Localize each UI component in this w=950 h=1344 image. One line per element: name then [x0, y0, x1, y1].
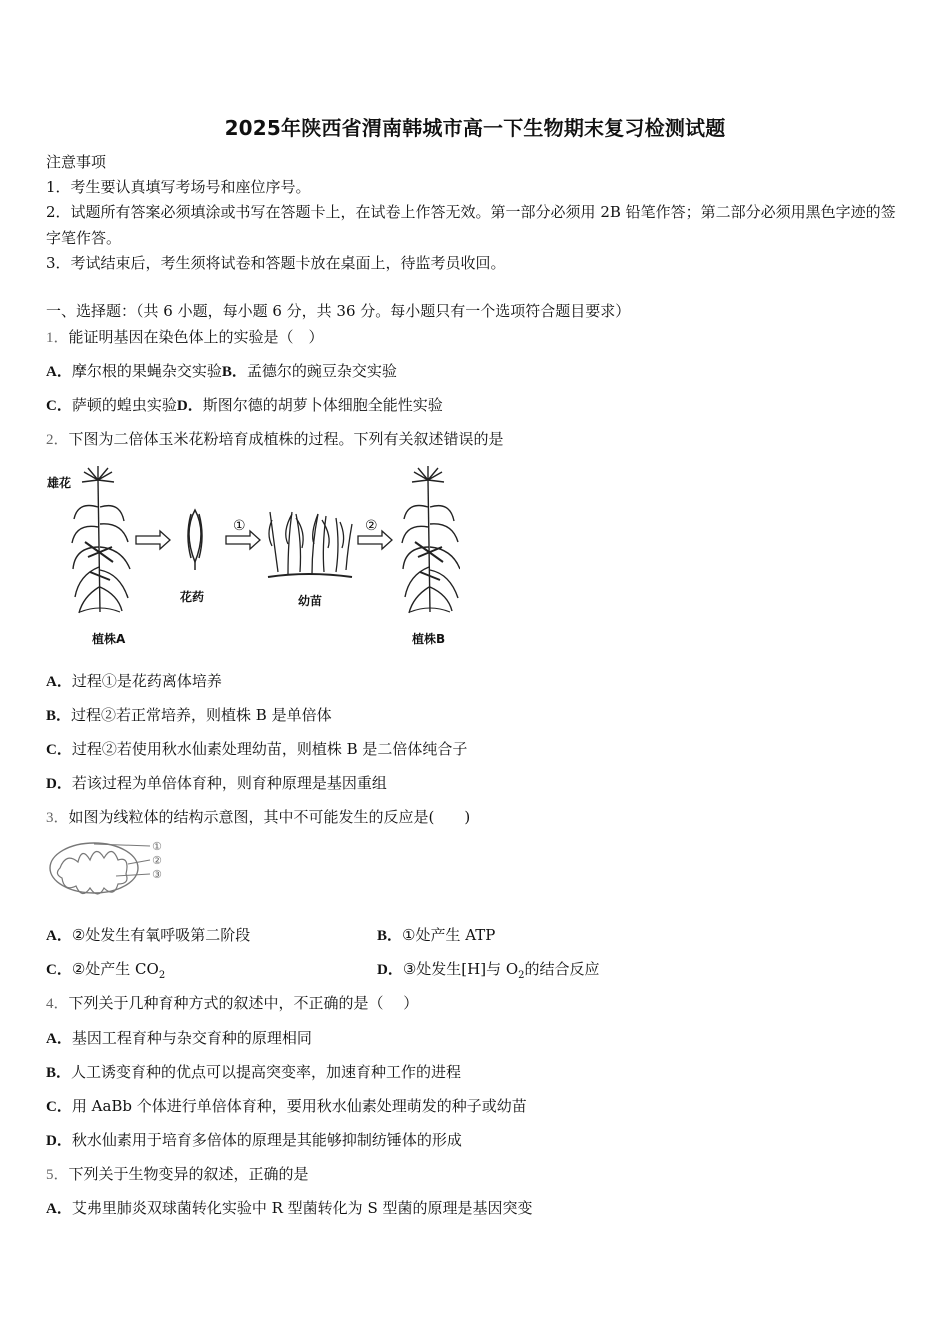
option-text: 基因工程育种与杂交育种的原理相同 [71, 1029, 312, 1047]
option-text: ②处产生 CO [71, 960, 159, 978]
question-4-option-d [46, 1130, 462, 1151]
option-label: C． [46, 742, 72, 758]
plant-b-label: 植株B [412, 632, 446, 646]
question-1-options-row-1 [46, 361, 397, 382]
marker-2-label: ② [152, 854, 162, 867]
question-number: 5． [46, 1167, 69, 1183]
option-text: 萨顿的蝗虫实验 [71, 396, 177, 414]
question-number: 1． [46, 330, 69, 346]
marker-1-label: ① [152, 840, 162, 853]
question-4-option-c [46, 1096, 527, 1117]
question-2-option-a [46, 671, 222, 692]
question-1 [46, 327, 324, 348]
option-label: A． [46, 1031, 72, 1047]
option-text-tail: 的结合反应 [524, 960, 600, 978]
question-number: 4． [46, 996, 69, 1012]
option-label: B． [377, 928, 403, 944]
option-text: 摩尔根的果蝇杂交实验 [71, 362, 222, 380]
option-text: ③处发生[H]与 O [402, 960, 519, 978]
question-5-option-a [46, 1198, 533, 1219]
question-4 [46, 993, 418, 1014]
option-text: 过程②若使用秋水仙素处理幼苗，则植株 B 是二倍体纯合子 [71, 740, 468, 758]
option-label: A． [46, 674, 72, 690]
question-stem: 下列关于几种育种方式的叙述中，不正确的是（ ） [68, 994, 419, 1012]
option-text: 人工诱变育种的优点可以提高突变率，加速育种工作的进程 [71, 1063, 462, 1081]
question-number: 3． [46, 810, 69, 826]
subscript: 2 [518, 970, 525, 981]
mitochondrion-icon [46, 838, 176, 896]
question-3-option-d [377, 959, 600, 986]
plant-a-label: 植株A [92, 632, 126, 646]
option-text: 若该过程为单倍体育种，则育种原理是基因重组 [71, 774, 387, 792]
option-label: C． [46, 398, 72, 414]
option-text: 过程②若正常培养，则植株 B 是单倍体 [71, 706, 332, 724]
question-number: 2． [46, 432, 69, 448]
section-heading: 一、选择题：（共 6 小题，每小题 6 分，共 36 分。每小题只有一个选项符合题目要求） [46, 302, 631, 320]
option-label: D． [176, 398, 203, 414]
question-2-option-d [46, 773, 387, 794]
notice-item-3: 3．考试结束后，考生须将试卷和答题卡放在桌面上，待监考员收回。 [46, 254, 506, 272]
option-text: 秋水仙素用于培育多倍体的原理是其能够抑制纺锤体的形成 [71, 1131, 462, 1149]
plant-a-icon [72, 466, 130, 613]
question-1-options-row-2 [46, 395, 443, 416]
question-3-option-c [46, 959, 165, 986]
question-2 [46, 429, 504, 450]
option-label: A． [46, 364, 72, 380]
option-label: A． [46, 1201, 72, 1217]
subscript: 2 [158, 970, 166, 981]
arrow-right-icon [136, 531, 170, 549]
question-3 [46, 807, 470, 828]
question-3-option-a [46, 925, 250, 946]
anther-icon [188, 510, 202, 570]
question-2-option-b [46, 705, 332, 726]
mitochondrion-diagram [46, 838, 176, 896]
question-3-option-b [377, 925, 495, 946]
option-text: ②处发生有氧呼吸第二阶段 [71, 926, 251, 944]
corn-culture-diagram [40, 462, 460, 652]
option-text: 艾弗里肺炎双球菌转化实验中 R 型菌转化为 S 型菌的原理是基因突变 [71, 1199, 533, 1217]
option-label: B． [221, 364, 247, 380]
anther-label: 花药 [180, 590, 205, 604]
question-stem: 下图为二倍体玉米花粉培育成植株的过程。下列有关叙述错误的是 [68, 430, 504, 448]
question-4-option-b [46, 1062, 461, 1083]
male-flower-label: 雄花 [47, 476, 72, 490]
step-1-label: ① [233, 518, 246, 534]
option-text: ①处产生 ATP [402, 926, 496, 944]
notice-heading: 注意事项 [46, 153, 107, 171]
option-label: D． [46, 776, 72, 792]
question-stem: 如图为线粒体的结构示意图，其中不可能发生的反应是( ) [68, 808, 471, 826]
question-stem: 下列关于生物变异的叙述，正确的是 [68, 1165, 309, 1183]
seedling-label: 幼苗 [298, 594, 323, 608]
option-label: D． [46, 1133, 72, 1149]
question-4-option-a [46, 1028, 312, 1049]
notice-item-2: 2．试题所有答案必须填涂或书写在答题卡上，在试卷上作答无效。第一部分必须用 2B 铅笔作答；第二部分必须用黑色字迹的签字笔作答。 [46, 203, 896, 247]
option-label: B． [46, 708, 72, 724]
option-text: 用 AaBb 个体进行单倍体育种，要用秋水仙素处理萌发的种子或幼苗 [71, 1097, 527, 1115]
option-text: 过程①是花药离体培养 [71, 672, 222, 690]
option-label: C． [46, 962, 72, 978]
question-2-option-c [46, 739, 467, 760]
option-label: A． [46, 928, 72, 944]
document-title: 2025年陕西省渭南韩城市高一下生物期末复习检测试题 [224, 116, 726, 140]
question-stem: 能证明基因在染色体上的实验是（ ） [68, 328, 324, 346]
option-label: B． [46, 1065, 72, 1081]
marker-3-label: ③ [152, 868, 162, 881]
notice-item-1: 1．考生要认真填写考场号和座位序号。 [46, 178, 311, 196]
seedling-icon [268, 512, 352, 577]
question-5 [46, 1164, 309, 1185]
step-2-label: ② [365, 518, 378, 534]
option-text: 斯图尔德的胡萝卜体细胞全能性实验 [202, 396, 443, 414]
option-label: D． [377, 962, 403, 978]
option-text: 孟德尔的豌豆杂交实验 [246, 362, 397, 380]
corn-process-illustration [40, 462, 460, 652]
plant-b-icon [402, 466, 460, 613]
option-label: C． [46, 1099, 72, 1115]
